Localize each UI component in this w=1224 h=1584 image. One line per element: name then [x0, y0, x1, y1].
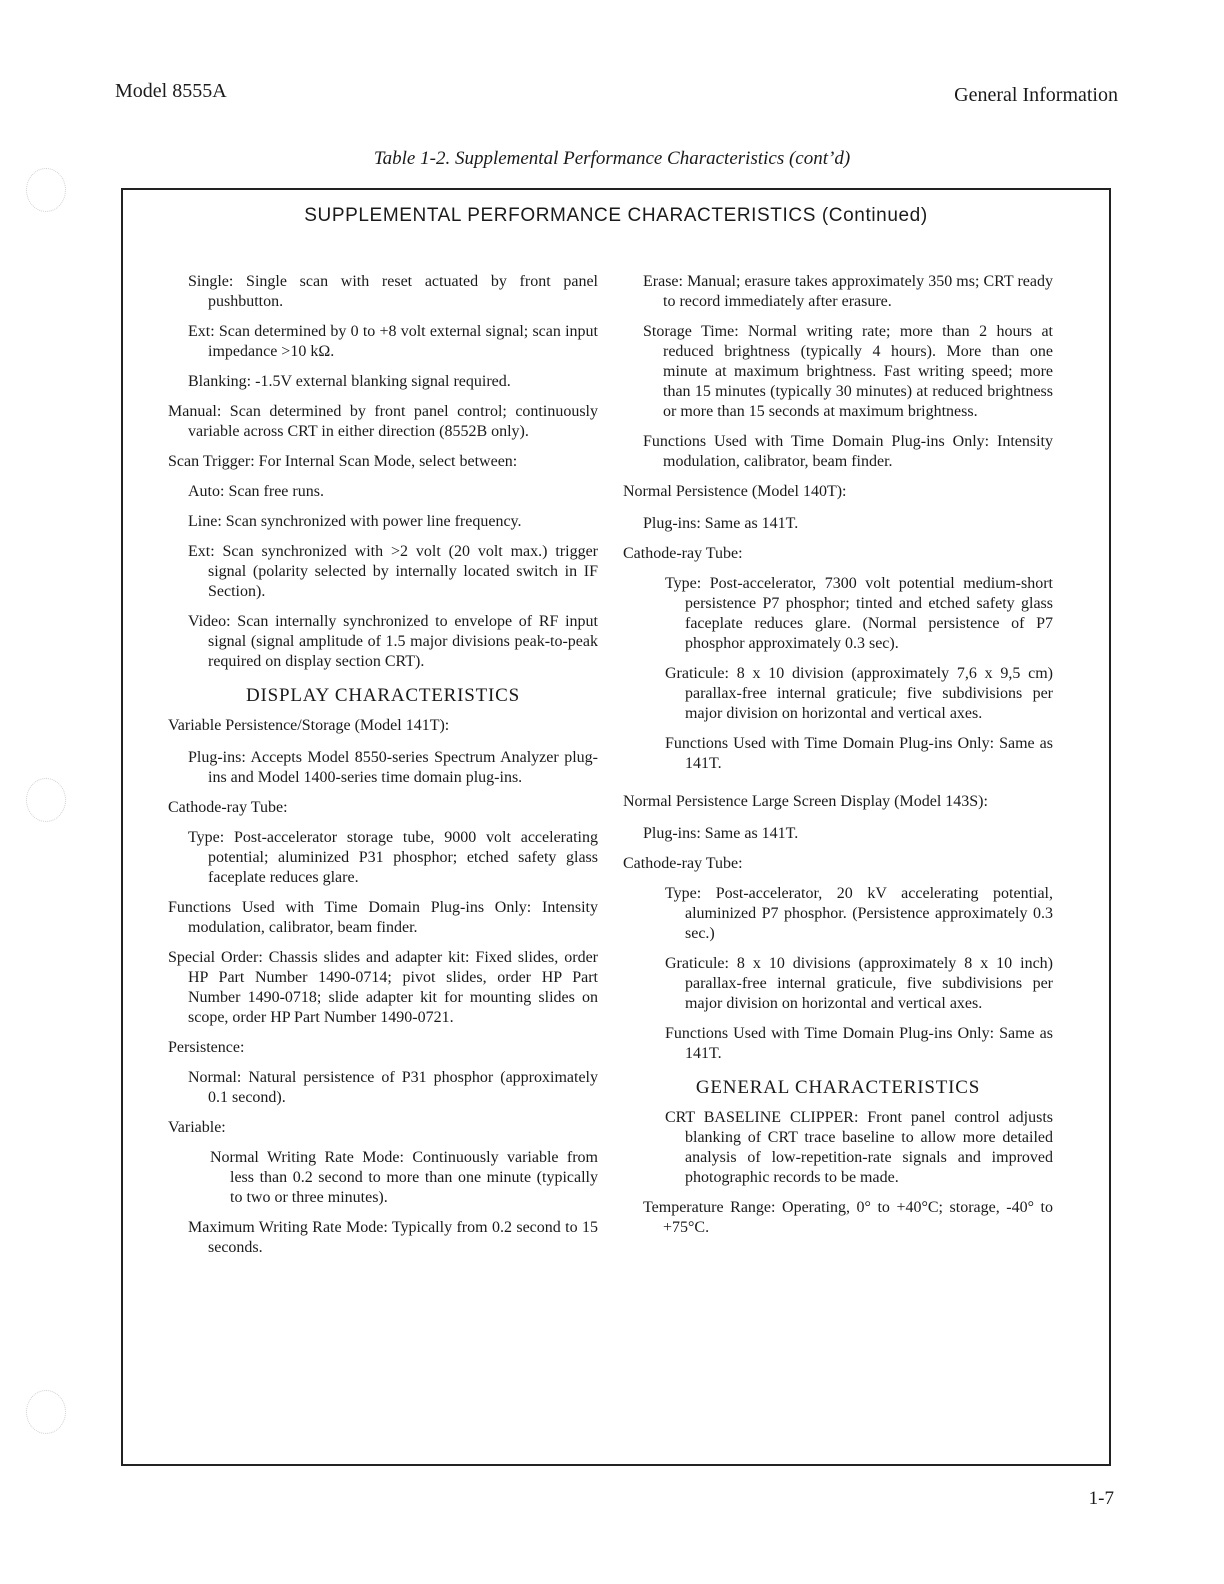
- crt-type-entry: Type: Post-accelerator storage tube, 9000 volt accelerating potential; aluminized P31 phosphor; etched safety glass faceplate reduces glare.: [188, 829, 598, 886]
- left-column: [168, 272, 598, 1268]
- binder-hole-mark: [26, 778, 66, 822]
- erase-entry: Erase: Manual; erasure takes approximately 350 ms; CRT ready to record immediately after erasure.: [643, 273, 1053, 310]
- general-characteristics-heading: GENERAL CHARACTERISTICS: [695, 1077, 981, 1098]
- binder-hole-mark: [26, 1390, 66, 1434]
- functions-140t-entry: Functions Used with Time Domain Plug-ins Only: Same as 141T.: [665, 735, 1053, 772]
- graticule-140t-entry: Graticule: 8 x 10 division (approximately 7,6 x 9,5 cm) parallax-free internal graticule; five subdivisions per major division on horizontal and vertical axes.: [665, 665, 1053, 722]
- crt-type-143s-entry: Type: Post-accelerator, 20 kV accelerating potential, aluminized P7 phosphor. (Persistence approximately 0.3 sec.): [665, 885, 1053, 942]
- functions-entry: Functions Used with Time Domain Plug-ins Only: Intensity modulation, calibrator, beam finder.: [643, 433, 1053, 470]
- normal-writing-rate-entry: Normal Writing Rate Mode: Continuously variable from less than 0.2 second to more than one minute (typically to two or three minutes).: [210, 1149, 598, 1206]
- video-trigger-entry: Video: Scan internally synchronized to envelope of RF input signal (signal amplitude of 1.5 major divisions peak-to-peak required on display section CRT).: [188, 613, 598, 670]
- functions-143s-entry: Functions Used with Time Domain Plug-ins Only: Same as 141T.: [665, 1025, 1053, 1062]
- model-header: Model 8555A: [115, 80, 227, 102]
- scan-trigger-entry: Scan Trigger: For Internal Scan Mode, select between:: [168, 453, 518, 470]
- plugins-entry: Plug-ins: Accepts Model 8550-series Spectrum Analyzer plug-ins and Model 1400-series time domain plug-ins.: [188, 749, 598, 786]
- temperature-range-entry: Temperature Range: Operating, 0° to +40°C; storage, -40° to +75°C.: [643, 1199, 1053, 1236]
- page-number: 1-7: [1088, 1488, 1114, 1509]
- persistence-label: Persistence:: [168, 1039, 245, 1056]
- plugins-140t-entry: Plug-ins: Same as 141T.: [643, 515, 799, 532]
- manual-scan-entry: Manual: Scan determined by front panel control; continuously variable across CRT in either direction (8552B only).: [168, 403, 598, 440]
- functions-entry: Functions Used with Time Domain Plug-ins Only: Intensity modulation, calibrator, beam finder.: [168, 899, 598, 936]
- binder-hole-mark: [26, 168, 66, 212]
- maximum-writing-rate-entry: Maximum Writing Rate Mode: Typically from 0.2 second to 15 seconds.: [188, 1219, 598, 1256]
- crt-type-140t-entry: Type: Post-accelerator, 7300 volt potential medium-short persistence P7 phosphor; tinted and etched safety glass faceplate reduces glare. (Normal persistence of P7 phosphor approximately 0.3 sec).: [665, 575, 1053, 652]
- table-title: SUPPLEMENTAL PERFORMANCE CHARACTERISTICS (Continued): [304, 205, 928, 226]
- crt-label: Cathode-ray Tube:: [168, 799, 288, 816]
- crt-140t-label: Cathode-ray Tube:: [623, 545, 743, 562]
- special-order-entry: Special Order: Chassis slides and adapter kit: Fixed slides, order HP Part Number 1490-0714; pivot slides, order HP Part Number 1490-0718; slide adapter kit for mounting slides on scope, order HP Part Number 1490-0721.: [168, 949, 598, 1026]
- right-column: [623, 272, 1053, 1248]
- crt-143s-label: Cathode-ray Tube:: [623, 855, 743, 872]
- display-characteristics-heading: DISPLAY CHARACTERISTICS: [245, 685, 521, 706]
- ext-trigger-entry: Ext: Scan synchronized with >2 volt (20 volt max.) trigger signal (polarity selected by internally located switch in IF Section).: [188, 543, 598, 600]
- single-scan-entry: Single: Single scan with reset actuated by front panel pushbutton.: [188, 273, 598, 310]
- characteristics-table: [121, 188, 1111, 1466]
- variable-persistence-subheading: Variable Persistence/Storage (Model 141T):: [168, 717, 450, 734]
- auto-trigger-entry: Auto: Scan free runs.: [188, 483, 324, 500]
- storage-time-entry: Storage Time: Normal writing rate; more than 2 hours at reduced brightness (typically 4 hours). More than one minute at maximum brightness. Fast writing speed; more than 15 minutes (typically 30 minutes) at reduced brightness or more than 15 seconds at maximum brightness.: [643, 323, 1053, 420]
- table-caption: Table 1-2. Supplemental Performance Characteristics (cont’d): [373, 148, 851, 169]
- crt-baseline-clipper-entry: CRT BASELINE CLIPPER: Front panel control adjusts blanking of CRT trace baseline to allow more detailed analysis of low-repetition-rate signals and improved photographic records to be made.: [665, 1109, 1053, 1186]
- variable-label: Variable:: [168, 1119, 226, 1136]
- large-screen-subheading: Normal Persistence Large Screen Display (Model 143S):: [623, 793, 988, 810]
- normal-persistence-entry: Normal: Natural persistence of P31 phosphor (approximately 0.1 second).: [188, 1069, 598, 1106]
- section-header: General Information: [954, 84, 1118, 106]
- normal-persistence-140t-subheading: Normal Persistence (Model 140T):: [623, 483, 847, 500]
- line-trigger-entry: Line: Scan synchronized with power line frequency.: [188, 513, 522, 530]
- blanking-entry: Blanking: -1.5V external blanking signal required.: [188, 373, 511, 390]
- graticule-143s-entry: Graticule: 8 x 10 divisions (approximately 8 x 10 inch) parallax-free internal graticule, five subdivisions per major division on horizontal and vertical axes.: [665, 955, 1053, 1012]
- ext-scan-entry: Ext: Scan determined by 0 to +8 volt external signal; scan input impedance >10 kΩ.: [188, 323, 598, 360]
- plugins-143s-entry: Plug-ins: Same as 141T.: [643, 825, 799, 842]
